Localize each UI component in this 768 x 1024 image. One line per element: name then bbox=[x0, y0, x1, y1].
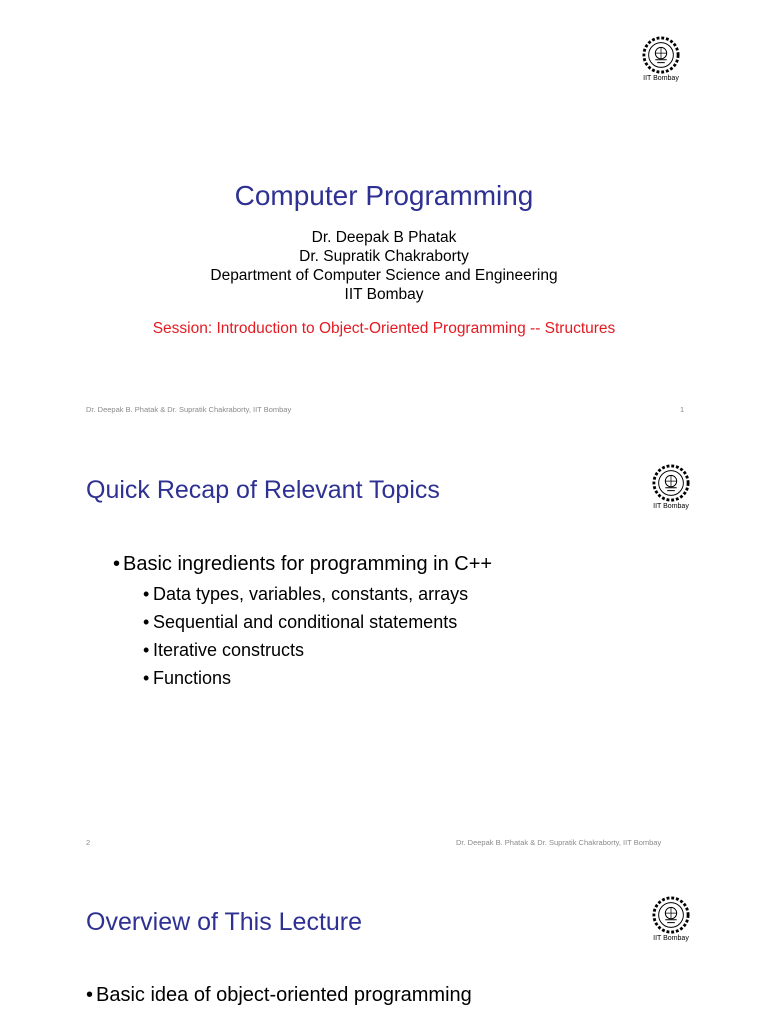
slide-2 bbox=[0, 432, 768, 864]
slide-title: Overview of This Lecture bbox=[86, 908, 363, 936]
institute-name: IIT Bombay bbox=[344, 286, 424, 303]
author-block bbox=[0, 228, 768, 304]
iit-bombay-logo bbox=[641, 464, 701, 510]
bullet-icon: • bbox=[143, 668, 150, 688]
bullet-icon: • bbox=[143, 612, 150, 632]
bullet-item: • Basic ingredients for programming in C++ bbox=[113, 553, 493, 575]
bullet-icon: • bbox=[143, 640, 150, 660]
sub-bullet-item: • Data types, variables, constants, arrays bbox=[143, 584, 469, 604]
page-number: 2 bbox=[86, 838, 91, 847]
iit-bombay-logo bbox=[641, 896, 701, 942]
sub-bullet-item: • Functions bbox=[143, 668, 232, 688]
author-name: Dr. Deepak B Phatak bbox=[311, 229, 457, 246]
iit-bombay-logo bbox=[631, 36, 691, 82]
logo-caption: IIT Bombay bbox=[643, 75, 679, 82]
slide-title: Quick Recap of Relevant Topics bbox=[86, 476, 440, 504]
department-name: Department of Computer Science and Engineering bbox=[210, 267, 558, 284]
bullet-icon: • bbox=[143, 584, 150, 604]
bullet-icon: • bbox=[113, 553, 121, 575]
author-name: Dr. Supratik Chakraborty bbox=[299, 248, 469, 265]
iit-emblem-icon bbox=[652, 464, 690, 502]
footer-credit: Dr. Deepak B. Phatak & Dr. Supratik Chakraborty, IIT Bombay bbox=[456, 838, 662, 847]
iit-emblem-icon bbox=[652, 896, 690, 934]
sub-bullet-item: • Iterative constructs bbox=[143, 640, 305, 660]
bullet-item: • Basic idea of object-oriented programming bbox=[86, 984, 472, 1006]
logo-caption: IIT Bombay bbox=[653, 935, 689, 942]
page-title: Computer Programming bbox=[234, 180, 534, 211]
footer-credit: Dr. Deepak B. Phatak & Dr. Supratik Chakraborty, IIT Bombay bbox=[86, 405, 292, 414]
session-title: Session: Introduction to Object-Oriented Programming -- Structures bbox=[152, 320, 616, 337]
sub-bullet-item: • Sequential and conditional statements bbox=[143, 612, 458, 632]
slide-3 bbox=[0, 864, 768, 1024]
page-number: 1 bbox=[680, 405, 685, 414]
bullet-icon: • bbox=[86, 984, 94, 1006]
logo-caption: IIT Bombay bbox=[653, 503, 689, 510]
slide-1 bbox=[0, 0, 768, 432]
iit-emblem-icon bbox=[642, 36, 680, 74]
